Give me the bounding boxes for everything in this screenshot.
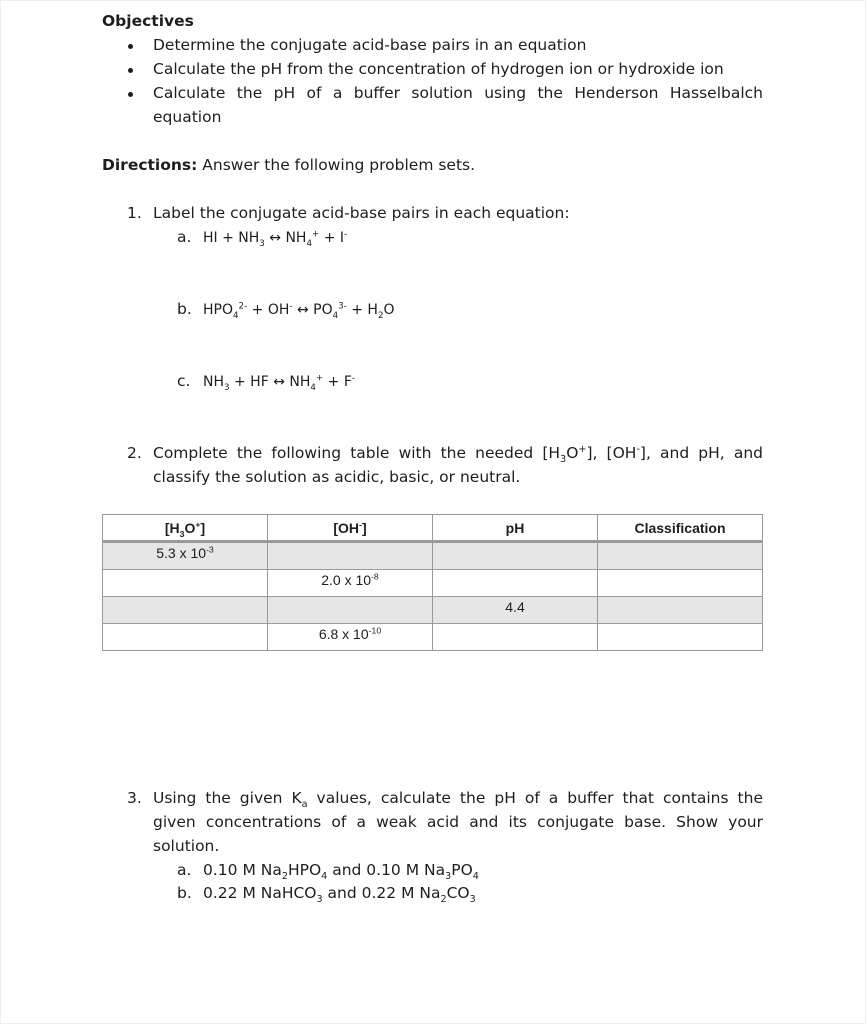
table-row [103, 542, 763, 570]
cell-classification[interactable] [598, 542, 763, 570]
cell-ph[interactable] [433, 570, 598, 597]
q3-line3: solution. [153, 837, 220, 855]
q3-line1: Using the given $K_a$ values, calculate the pH of a buffer that contains the [153, 789, 763, 811]
cell-classification[interactable] [598, 624, 763, 651]
q3a-text: 0.10 M $Na_2HPO_4$ and 0.10 M $Na_3PO_4$ [203, 861, 479, 883]
q3b-label: b. [177, 884, 192, 902]
objective-item-continued: equation [153, 108, 222, 126]
directions [102, 156, 475, 174]
directions-text: Answer the following problem sets. [202, 156, 476, 174]
cell-classification[interactable] [598, 570, 763, 597]
bullet-icon [128, 44, 133, 49]
cell-h3o[interactable] [103, 570, 268, 597]
q2-line1: Complete the following table with the needed $[H_3O^+]$, [OH-], and pH, and [153, 443, 763, 466]
cell-oh[interactable]: 2.0 x $10^{-8}$ [268, 570, 433, 597]
q2-number: 2. [127, 444, 142, 462]
directions-label: Directions: [102, 156, 198, 174]
cell-h3o[interactable] [103, 597, 268, 624]
cell-oh[interactable] [268, 597, 433, 624]
cell-ph[interactable] [433, 542, 598, 570]
q2-line2: classify the solution as acidic, basic, or neutral. [153, 468, 521, 486]
table-row [103, 597, 763, 624]
cell-oh[interactable] [268, 542, 433, 570]
q1b-label: b. [177, 300, 192, 318]
objective-item: Calculate the pH of a buffer solution using the Henderson Hasselbalch [153, 84, 763, 102]
q1-text: Label the conjugate acid-base pairs in each equation: [153, 204, 570, 222]
bullet-icon [128, 92, 133, 97]
header-classification: Classification [598, 515, 763, 542]
objective-item: Determine the conjugate acid-base pairs in an equation [153, 36, 587, 54]
q3-line2: given concentrations of a weak acid and its conjugate base. Show your [153, 813, 763, 831]
cell-classification[interactable] [598, 597, 763, 624]
q1a-label: a. [177, 228, 192, 246]
cell-h3o[interactable] [103, 624, 268, 651]
header-h3o: $[H_3O^+]$ [103, 515, 268, 542]
q1c-equation: $NH_3$ + HF ↔ $NH_4^+ + F^-$ [203, 373, 356, 393]
table-row [103, 624, 763, 651]
header-ph: pH [433, 515, 598, 542]
q1b-equation: $HPO_4^{2-} + OH^-$ ↔ $PO_4^{3-} + H_2O$ [203, 301, 395, 321]
q1a-equation: HI + $NH_3$ ↔ $NH_4^+ + I^-$ [203, 229, 348, 249]
q1-number: 1. [127, 204, 142, 222]
cell-ph[interactable]: 4.4 [433, 597, 598, 624]
q3b-text: 0.22 M NaHCO$_3$ and 0.22 M $Na_2CO_3$ [203, 884, 476, 906]
q3a-label: a. [177, 861, 192, 879]
header-oh: [OH-] [268, 515, 433, 542]
objectives-heading: Objectives [102, 12, 194, 30]
q3-number: 3. [127, 789, 142, 807]
concentration-table [102, 514, 763, 651]
cell-ph[interactable] [433, 624, 598, 651]
cell-oh[interactable]: 6.8 x $10^{-10}$ [268, 624, 433, 651]
q1c-label: c. [177, 372, 191, 390]
objective-item: Calculate the pH from the concentration of hydrogen ion or hydroxide ion [153, 60, 724, 78]
bullet-icon [128, 68, 133, 73]
table-header-row [103, 515, 763, 542]
table-row [103, 570, 763, 597]
cell-h3o[interactable]: 5.3 x $10^{-3}$ [103, 542, 268, 570]
